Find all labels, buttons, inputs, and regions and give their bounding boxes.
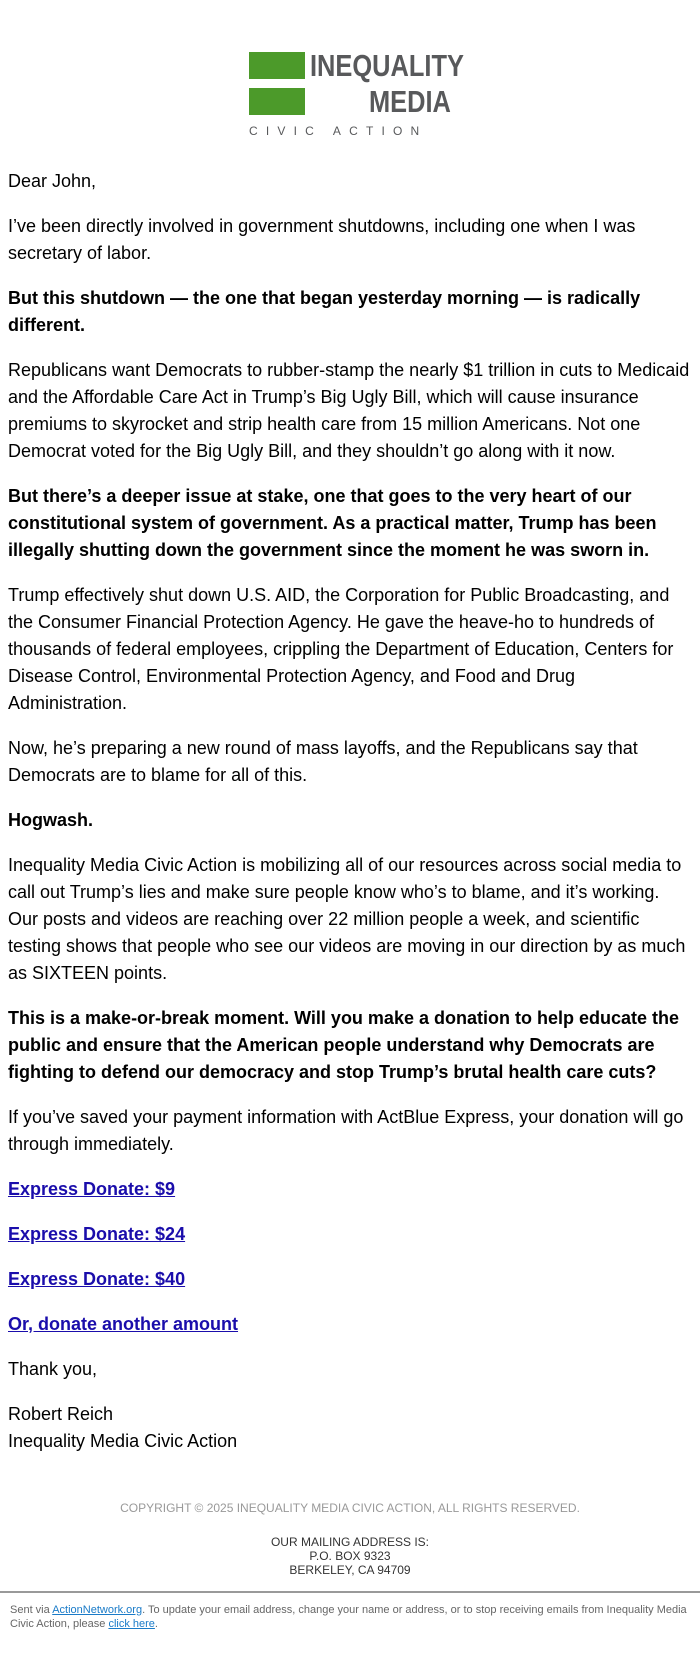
donate-40-row [8, 1266, 692, 1293]
logo-word-inequality: INEQUALITY [310, 48, 464, 83]
paragraph-1: I’ve been directly involved in government shutdowns, including one when I was secretary of labor. [8, 216, 636, 263]
inequality-media-logo [249, 48, 464, 140]
address-line-2: BERKELEY, CA 94709 [289, 1563, 411, 1577]
donate-other-row [8, 1311, 692, 1338]
mailing-address [0, 1535, 700, 1577]
header-logo-area [0, 0, 700, 152]
paragraph-2: But this shutdown — the one that began yesterday morning — is radically different. [8, 288, 641, 335]
paragraph-7: Hogwash. [8, 810, 94, 830]
signature-name: Robert Reich [8, 1404, 114, 1424]
paragraph-10: If you’ve saved your payment information with ActBlue Express, your donation will go through immediately. [8, 1107, 684, 1154]
paragraph-5: Trump effectively shut down U.S. AID, the Corporation for Public Broadcasting, and the Consumer Financial Protection Agency. He gave the heave-ho to hundreds of thousands of federal employees, crippling the Department of Education, Centers for Disease Control, Environmental Protection Agency, and Food and Drug Administration. [8, 585, 674, 713]
unsubscribe-click-here-link[interactable]: click here [108, 1618, 155, 1630]
logo-word-media: MEDIA [369, 84, 451, 119]
donate-24-row [8, 1221, 692, 1248]
express-donate-24-link[interactable]: Express Donate: $24 [8, 1224, 186, 1244]
sent-end: . [154, 1618, 158, 1630]
actionnetwork-link[interactable]: ActionNetwork.org [52, 1604, 143, 1616]
email-body [0, 168, 700, 1455]
sent-prefix: Sent via [10, 1604, 53, 1616]
paragraph-3: Republicans want Democrats to rubber-stamp the nearly $1 trillion in cuts to Medicaid and the Affordable Care Act in Trump’s Big Ugly Bill, which will cause insurance premiums to skyrocket and strip health care from 15 million Americans. Not one Democrat voted for the Big Ugly Bill, and they shouldn’t go along with it now. [8, 360, 690, 461]
sent-middle: . To update your email address, change your name or address, or to stop receiving emails from Inequality Media Civic Action, please [10, 1604, 687, 1630]
express-donate-40-link[interactable]: Express Donate: $40 [8, 1269, 186, 1289]
paragraph-6: Now, he’s preparing a new round of mass layoffs, and the Republicans say that Democrats are to blame for all of this. [8, 738, 638, 785]
copyright-notice: COPYRIGHT © 2025 INEQUALITY MEDIA CIVIC ACTION, ALL RIGHTS RESERVED. [120, 1501, 580, 1515]
paragraph-8: Inequality Media Civic Action is mobilizing all of our resources across social media to call out Trump’s lies and make sure people know who’s to blame, and it’s working. Our posts and videos are reaching over 22 million people a week, and scientific testing shows that people who see our videos are moving in our direction by as much as SIXTEEN points. [8, 855, 686, 983]
donate-9-row [8, 1176, 692, 1203]
address-line-1: P.O. BOX 9323 [309, 1549, 391, 1563]
donate-another-amount-link[interactable]: Or, donate another amount [8, 1314, 239, 1334]
closing: Thank you, [8, 1359, 98, 1379]
express-donate-9-link[interactable]: Express Donate: $9 [8, 1179, 176, 1199]
mailing-heading: OUR MAILING ADDRESS IS: [270, 1535, 430, 1549]
salutation: Dear John, [8, 171, 97, 191]
paragraph-4: But there’s a deeper issue at stake, one that goes to the very heart of our constitutional system of government. As a practical matter, Trump has been illegally shutting down the government since the moment he was sworn in. [8, 486, 657, 560]
logo-subtitle: CIVIC ACTION [249, 124, 428, 138]
signature-org: Inequality Media Civic Action [8, 1431, 238, 1451]
logo-bar-top [249, 52, 305, 79]
sent-via-notice [0, 1593, 700, 1631]
footer [0, 1501, 700, 1577]
logo-bar-bottom [249, 88, 305, 115]
paragraph-9: This is a make-or-break moment. Will you make a donation to help educate the public and ensure that the American people understand why Democrats are fighting to defend our democracy and stop Trump’s brutal health care cuts? [8, 1008, 679, 1082]
